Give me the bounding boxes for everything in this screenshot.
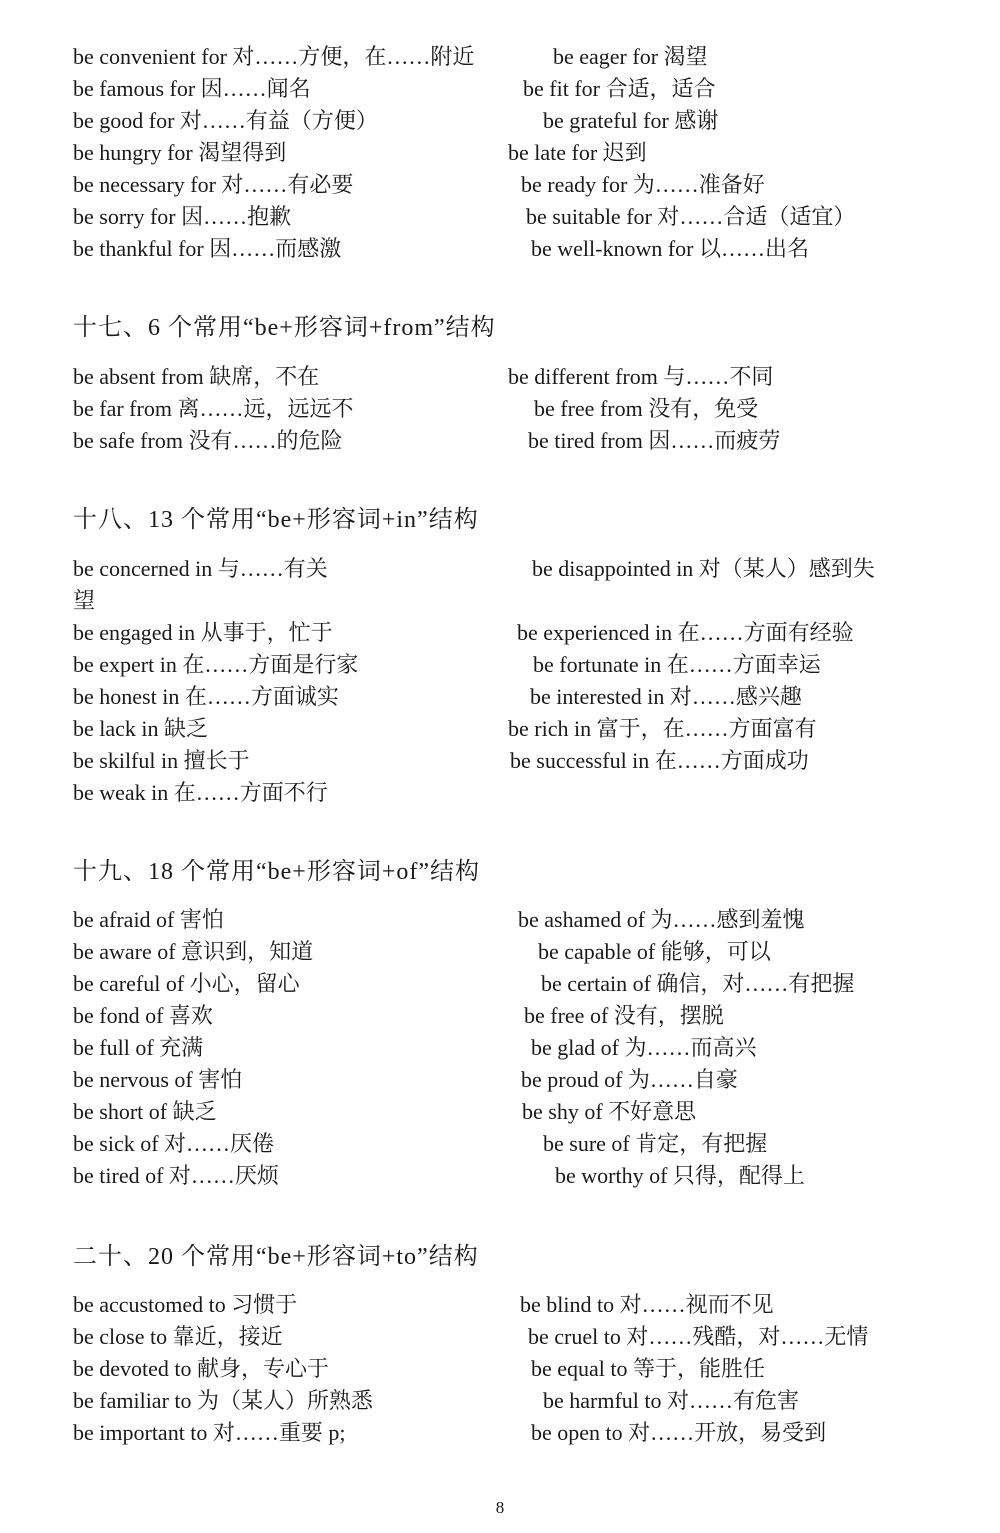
entry-left: be afraid of 害怕 [73,907,224,932]
entry-row [0,202,1000,232]
entry-row [0,586,1000,616]
entry-right: be ready for 为……准备好 [521,172,765,197]
entry-right: be harmful to 对……有危害 [543,1388,800,1413]
entry-left: be accustomed to 习惯于 [73,1292,298,1317]
section-heading-in: 十八、13 个常用“be+形容词+in”结构 [73,507,479,533]
entry-left: be short of 缺乏 [73,1099,217,1124]
entry-left: be nervous of 害怕 [73,1067,243,1092]
entry-row [0,746,1000,776]
entry-row [0,42,1000,72]
section-heading-of: 十九、18 个常用“be+形容词+of”结构 [73,859,481,885]
entry-left: be tired of 对……厌烦 [73,1163,279,1188]
entry-right: be glad of 为……而高兴 [531,1035,757,1060]
entry-row [0,1386,1000,1416]
entry-right: be late for 迟到 [508,140,647,165]
entry-row [0,106,1000,136]
entry-row [0,778,1000,808]
entry-right: be free of 没有，摆脱 [524,1003,724,1028]
entry-left: be expert in 在……方面是行家 [73,652,359,677]
entry-right: be shy of 不好意思 [522,1099,697,1124]
entry-left: be convenient for 对……方便，在……附近 [73,44,475,69]
entry-row [0,1097,1000,1127]
entry-row [0,1033,1000,1063]
entry-wrap: 望 [73,588,96,613]
entry-row [0,1354,1000,1384]
entry-left: be skilful in 擅长于 [73,748,250,773]
entry-right: be different from 与……不同 [508,364,774,389]
entry-row [0,1065,1000,1095]
entry-row [0,1418,1000,1448]
entry-row [0,618,1000,648]
entry-row [0,969,1000,999]
entry-row [0,714,1000,744]
entry-right: be suitable for 对……合适（适宜） [526,204,856,229]
entry-left: be hungry for 渴望得到 [73,140,287,165]
entry-left: be safe from 没有……的危险 [73,428,343,453]
entry-left: be famous for 因……闻名 [73,76,311,101]
entry-right: be interested in 对……感兴趣 [530,684,802,709]
entry-left: be important to 对……重要 p; [73,1420,346,1445]
entry-right: be free from 没有，免受 [534,396,759,421]
entry-row [0,554,1000,584]
entry-right: be equal to 等于，能胜任 [531,1356,766,1381]
entry-right: be blind to 对……视而不见 [520,1292,774,1317]
entry-right: be grateful for 感谢 [543,108,719,133]
entry-row [0,394,1000,424]
entry-left: be engaged in 从事于，忙于 [73,620,333,645]
entry-left: be familiar to 为（某人）所熟悉 [73,1388,374,1413]
entry-row [0,170,1000,200]
entry-right: be tired from 因……而疲劳 [528,428,781,453]
entry-left: be full of 充满 [73,1035,204,1060]
entry-row [0,138,1000,168]
entry-row [0,1001,1000,1031]
entry-right: be fit for 合适，适合 [523,76,716,101]
entry-right: be well-known for 以……出名 [531,236,810,261]
entry-right: be ashamed of 为……感到羞愧 [518,907,805,932]
entry-right: be worthy of 只得，配得上 [555,1163,805,1188]
entry-row [0,650,1000,680]
entry-row [0,1322,1000,1352]
entry-right: be capable of 能够，可以 [538,939,771,964]
entry-left: be devoted to 献身，专心于 [73,1356,330,1381]
page-number: 8 [495,1498,505,1517]
entry-left: be close to 靠近，接近 [73,1324,283,1349]
entry-left: be careful of 小心，留心 [73,971,300,996]
entry-left: be absent from 缺席，不在 [73,364,320,389]
entry-row [0,937,1000,967]
entry-right: be fortunate in 在……方面幸运 [533,652,821,677]
entry-left: be sick of 对……厌倦 [73,1131,275,1156]
entry-row [0,1129,1000,1159]
entry-right: be disappointed in 对（某人）感到失 [532,556,875,581]
entry-row [0,905,1000,935]
entry-left: be good for 对……有益（方便） [73,108,378,133]
entry-left: be honest in 在……方面诚实 [73,684,339,709]
entry-right: be open to 对……开放，易受到 [531,1420,827,1445]
entry-right: be proud of 为……自豪 [521,1067,738,1092]
entry-left: be sorry for 因……抱歉 [73,204,292,229]
section-heading-from: 十七、6 个常用“be+形容词+from”结构 [73,315,496,341]
entry-right: be certain of 确信，对……有把握 [541,971,855,996]
entry-right: be successful in 在……方面成功 [510,748,809,773]
entry-row [0,682,1000,712]
entry-left: be thankful for 因……而感激 [73,236,342,261]
entry-right: be rich in 富于，在……方面富有 [508,716,817,741]
entry-right: be eager for 渴望 [553,44,708,69]
entry-right: be cruel to 对……残酷，对……无情 [528,1324,869,1349]
entry-row [0,74,1000,104]
entry-row [0,426,1000,456]
entry-left: be concerned in 与……有关 [73,556,328,581]
entry-right: be experienced in 在……方面有经验 [517,620,854,645]
entry-left: be aware of 意识到，知道 [73,939,314,964]
entry-right: be sure of 肯定，有把握 [543,1131,768,1156]
entry-left: be fond of 喜欢 [73,1003,213,1028]
entry-left: be far from 离……远，远远不 [73,396,354,421]
entry-left: be weak in 在……方面不行 [73,780,328,805]
entry-row [0,1161,1000,1191]
entry-row [0,234,1000,264]
entry-row [0,362,1000,392]
section-heading-to: 二十、20 个常用“be+形容词+to”结构 [73,1244,479,1270]
entry-left: be necessary for 对……有必要 [73,172,354,197]
entry-left: be lack in 缺乏 [73,716,209,741]
entry-row [0,1290,1000,1320]
